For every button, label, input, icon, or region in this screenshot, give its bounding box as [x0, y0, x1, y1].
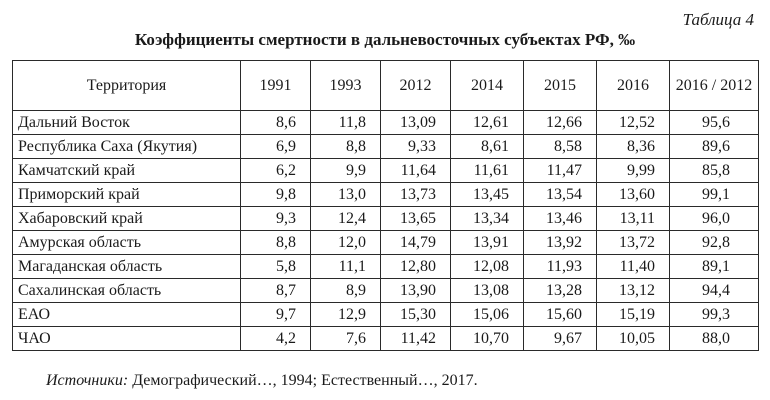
value-2014: 13,91 — [451, 231, 524, 255]
value-ratio: 89,1 — [670, 255, 759, 279]
value-1993: 12,4 — [311, 207, 381, 231]
value-1993: 9,9 — [311, 159, 381, 183]
table-row — [13, 207, 759, 231]
value-2015: 13,46 — [524, 207, 597, 231]
value-2016: 11,40 — [597, 255, 670, 279]
territory-name: Сахалинская область — [13, 279, 241, 303]
value-1993: 7,6 — [311, 327, 381, 351]
territory-name: Магаданская область — [13, 255, 241, 279]
value-1993: 11,8 — [311, 111, 381, 135]
value-1993: 11,1 — [311, 255, 381, 279]
territory-name: ЕАО — [13, 303, 241, 327]
value-1993: 8,9 — [311, 279, 381, 303]
value-2014: 12,08 — [451, 255, 524, 279]
value-1991: 5,8 — [241, 255, 311, 279]
value-ratio: 85,8 — [670, 159, 759, 183]
value-2012: 11,42 — [381, 327, 451, 351]
header-2015: 2015 — [524, 61, 597, 111]
value-ratio: 89,6 — [670, 135, 759, 159]
table-row — [13, 183, 759, 207]
value-1991: 9,3 — [241, 207, 311, 231]
table-row — [13, 135, 759, 159]
header-2012: 2012 — [381, 61, 451, 111]
value-2016: 13,12 — [597, 279, 670, 303]
table-row — [13, 327, 759, 351]
table-caption: Коэффициенты смертности в дальневосточных субъектах РФ, ‰ — [134, 30, 636, 49]
value-2012: 13,90 — [381, 279, 451, 303]
value-1991: 8,6 — [241, 111, 311, 135]
value-1991: 8,8 — [241, 231, 311, 255]
value-2014: 13,34 — [451, 207, 524, 231]
value-2016: 13,60 — [597, 183, 670, 207]
value-2016: 10,05 — [597, 327, 670, 351]
value-1993: 8,8 — [311, 135, 381, 159]
header-row — [13, 61, 759, 111]
value-2015: 13,54 — [524, 183, 597, 207]
value-2012: 15,30 — [381, 303, 451, 327]
value-2012: 9,33 — [381, 135, 451, 159]
table-number: Таблица 4 — [682, 10, 754, 29]
value-1991: 9,7 — [241, 303, 311, 327]
table-row — [13, 111, 759, 135]
value-2012: 14,79 — [381, 231, 451, 255]
table-row — [13, 231, 759, 255]
territory-name: Хабаровский край — [13, 207, 241, 231]
value-1991: 4,2 — [241, 327, 311, 351]
value-2012: 12,80 — [381, 255, 451, 279]
value-1993: 13,0 — [311, 183, 381, 207]
value-1991: 6,9 — [241, 135, 311, 159]
sources-note — [46, 372, 478, 390]
header-1991: 1991 — [241, 61, 311, 111]
value-2016: 9,99 — [597, 159, 670, 183]
value-2014: 13,08 — [451, 279, 524, 303]
value-2014: 8,61 — [451, 135, 524, 159]
value-1993: 12,9 — [311, 303, 381, 327]
value-2016: 8,36 — [597, 135, 670, 159]
value-2014: 15,06 — [451, 303, 524, 327]
sources-label: Источники: — [46, 372, 129, 389]
header-1993: 1993 — [311, 61, 381, 111]
value-2016: 15,19 — [597, 303, 670, 327]
territory-name: Дальний Восток — [13, 111, 241, 135]
table-row — [13, 303, 759, 327]
table-row — [13, 279, 759, 303]
value-2015: 12,66 — [524, 111, 597, 135]
sources-text: Демографический…, 1994; Естественный…, 2017. — [128, 372, 478, 389]
value-2016: 12,52 — [597, 111, 670, 135]
value-2015: 8,58 — [524, 135, 597, 159]
value-2014: 10,70 — [451, 327, 524, 351]
value-1991: 8,7 — [241, 279, 311, 303]
value-ratio: 88,0 — [670, 327, 759, 351]
mortality-table — [12, 60, 759, 351]
header-2016: 2016 — [597, 61, 670, 111]
value-2014: 12,61 — [451, 111, 524, 135]
value-2014: 11,61 — [451, 159, 524, 183]
value-2014: 13,45 — [451, 183, 524, 207]
value-2015: 15,60 — [524, 303, 597, 327]
value-2012: 13,09 — [381, 111, 451, 135]
territory-name: Амурская область — [13, 231, 241, 255]
value-2012: 13,65 — [381, 207, 451, 231]
value-1993: 12,0 — [311, 231, 381, 255]
value-2016: 13,11 — [597, 207, 670, 231]
value-2012: 13,73 — [381, 183, 451, 207]
value-2015: 13,92 — [524, 231, 597, 255]
value-2015: 11,47 — [524, 159, 597, 183]
value-2016: 13,72 — [597, 231, 670, 255]
value-1991: 9,8 — [241, 183, 311, 207]
value-2015: 11,93 — [524, 255, 597, 279]
territory-name: Камчатский край — [13, 159, 241, 183]
value-ratio: 99,1 — [670, 183, 759, 207]
value-1991: 6,2 — [241, 159, 311, 183]
header-territory: Территория — [13, 61, 241, 111]
value-2015: 9,67 — [524, 327, 597, 351]
value-ratio: 92,8 — [670, 231, 759, 255]
territory-name: ЧАО — [13, 327, 241, 351]
value-ratio: 96,0 — [670, 207, 759, 231]
value-2012: 11,64 — [381, 159, 451, 183]
value-ratio: 95,6 — [670, 111, 759, 135]
value-2015: 13,28 — [524, 279, 597, 303]
header-2014: 2014 — [451, 61, 524, 111]
territory-name: Республика Саха (Якутия) — [13, 135, 241, 159]
table-row — [13, 159, 759, 183]
value-ratio: 99,3 — [670, 303, 759, 327]
table-row — [13, 255, 759, 279]
header-ratio: 2016 / 2012 — [670, 61, 759, 111]
value-ratio: 94,4 — [670, 279, 759, 303]
territory-name: Приморский край — [13, 183, 241, 207]
